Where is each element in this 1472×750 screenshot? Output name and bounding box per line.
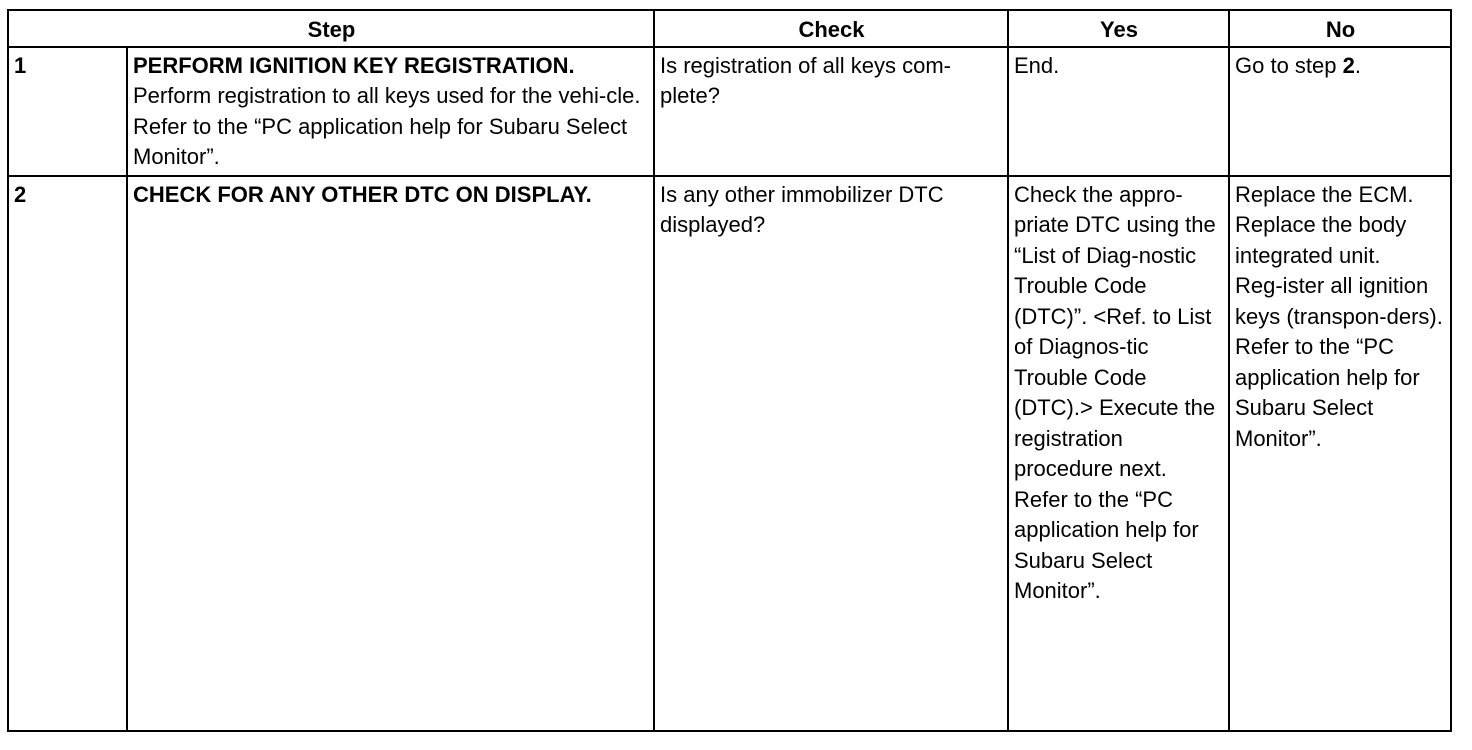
table-row — [8, 47, 1451, 176]
header-row — [8, 10, 1451, 47]
no-action-line: Replace the body integrated unit. — [1235, 212, 1407, 268]
diagnostic-procedure-table — [7, 9, 1452, 732]
header-yes: Yes — [1008, 10, 1229, 47]
go-to-step-number: 2 — [1342, 52, 1355, 78]
step-description: Perform registration to all keys used for the vehi-cle. Refer to the “PC application help for Subaru Select Monitor”. — [133, 83, 641, 169]
step-number: 2 — [8, 176, 127, 731]
step-title: CHECK FOR ANY OTHER DTC ON DISPLAY. — [133, 181, 592, 207]
no-cell — [1229, 176, 1451, 731]
no-action-line: Replace the ECM. — [1235, 181, 1414, 207]
no-action-line: Reg-ister all ignition keys (transpon-ders). Refer to the “PC application help for Subaru Select Monitor”. — [1235, 273, 1443, 451]
step-title: PERFORM IGNITION KEY REGISTRATION. — [133, 52, 575, 78]
yes-cell: End. — [1008, 47, 1229, 176]
check-cell: Is any other immobilizer DTC displayed? — [654, 176, 1008, 731]
check-cell: Is registration of all keys com-plete? — [654, 47, 1008, 176]
no-text: Go to step — [1235, 52, 1343, 78]
header-step: Step — [8, 10, 654, 47]
no-cell — [1229, 47, 1451, 176]
yes-cell: Check the appro-priate DTC using the “List of Diag-nostic Trouble Code (DTC)”. <Ref. to List of Diagnos-tic Trouble Code (DTC).> Execute the registration procedure next. Refer to the “PC application help for Subaru Select Monitor”. — [1008, 176, 1229, 731]
step-number: 1 — [8, 47, 127, 176]
table-row — [8, 176, 1451, 731]
step-cell — [127, 47, 654, 176]
header-no: No — [1229, 10, 1451, 47]
step-cell — [127, 176, 654, 731]
header-check: Check — [654, 10, 1008, 47]
no-text-suffix: . — [1354, 52, 1361, 78]
